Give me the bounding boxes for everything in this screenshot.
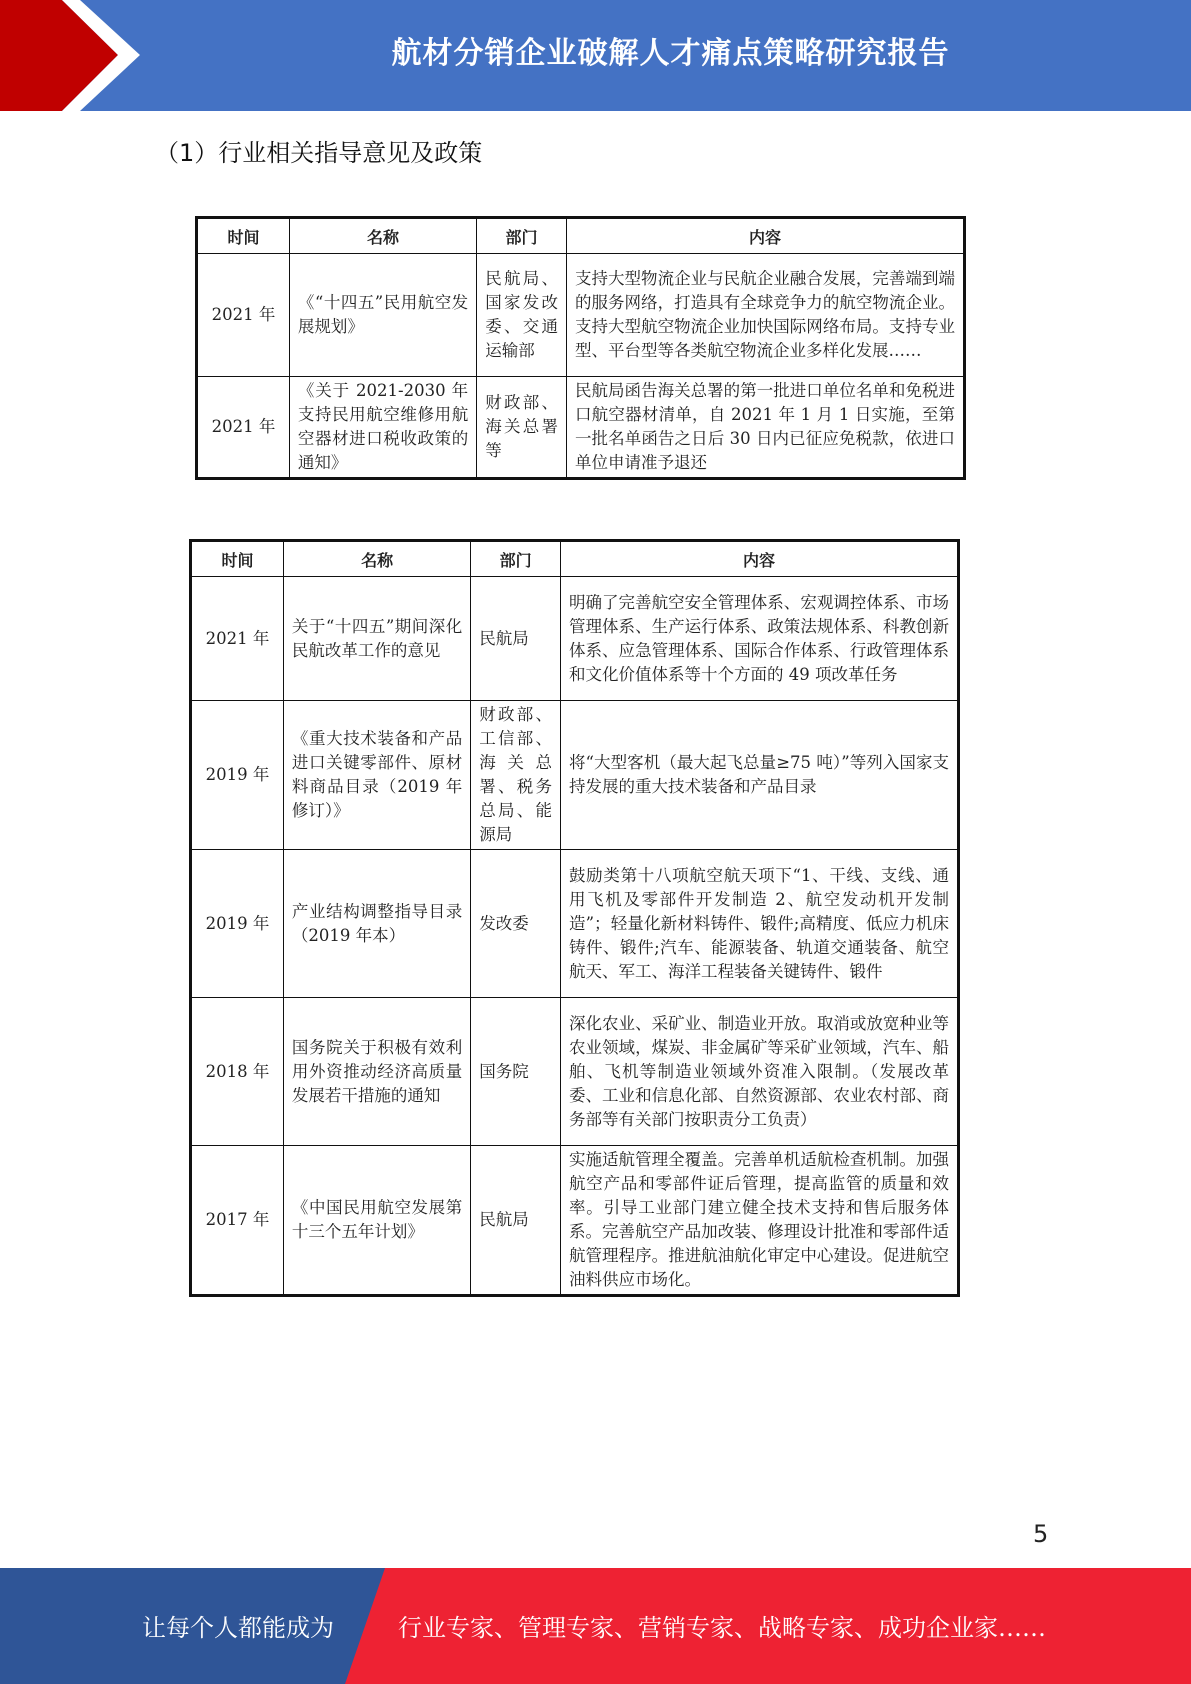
policy-table-1 xyxy=(195,216,966,480)
cell-year: 2021 年 xyxy=(197,254,290,377)
table-header-row xyxy=(197,218,965,254)
cell-dept: 财政部、海关总署等 xyxy=(477,377,567,479)
cell-content: 将“大型客机（最大起飞总量≥75 吨）”等列入国家支持发展的重大技术装备和产品目录 xyxy=(560,701,958,850)
header-arrow-decoration xyxy=(0,0,160,111)
cell-year: 2019 年 xyxy=(191,850,284,998)
column-header-dept: 部门 xyxy=(471,541,561,577)
column-header-time: 时间 xyxy=(197,218,290,254)
table-row xyxy=(197,377,965,479)
cell-content: 实施适航管理全覆盖。完善单机适航检查机制。加强航空产品和零部件证后管理，提高监管的质量和效率。引导工业部门建立健全技术支持和售后服务体系。完善航空产品加改装、修理设计批准和零部件适航管理程序。推进航油航化审定中心建设。促进航空油料供应市场化。 xyxy=(560,1146,958,1296)
column-header-name: 名称 xyxy=(283,541,470,577)
cell-dept: 民航局、国家发改委、交通运输部 xyxy=(477,254,567,377)
footer-slogan-left: 让每个人都能成为 xyxy=(142,1614,334,1642)
column-header-dept: 部门 xyxy=(477,218,567,254)
cell-year: 2017 年 xyxy=(191,1146,284,1296)
cell-content: 民航局函告海关总署的第一批进口单位名单和免税进口航空器材清单，自 2021 年 1 月 1 日实施，至第一批名单函告之日后 30 日内已征应免税款，依进口单位申请准予退还 xyxy=(566,377,964,479)
table-row xyxy=(191,1146,959,1296)
cell-name: 《重大技术装备和产品进口关键零部件、原材料商品目录（2019 年修订）》 xyxy=(283,701,470,850)
cell-dept: 国务院 xyxy=(471,998,561,1146)
page-number: 5 xyxy=(1033,1520,1049,1548)
table-header-row xyxy=(191,541,959,577)
column-header-name: 名称 xyxy=(289,218,476,254)
cell-name: 《“十四五”民用航空发展规划》 xyxy=(289,254,476,377)
cell-dept: 财政部、工信部、海关总署、税务总局、能源局 xyxy=(471,701,561,850)
column-header-content: 内容 xyxy=(560,541,958,577)
footer-slogan-right: 行业专家、管理专家、营销专家、战略专家、成功企业家…… xyxy=(398,1614,1046,1642)
column-header-time: 时间 xyxy=(191,541,284,577)
cell-dept: 发改委 xyxy=(471,850,561,998)
table-row xyxy=(191,577,959,701)
cell-dept: 民航局 xyxy=(471,1146,561,1296)
table-row xyxy=(191,850,959,998)
cell-content: 明确了完善航空安全管理体系、宏观调控体系、市场管理体系、生产运行体系、政策法规体系、科教创新体系、应急管理体系、国际合作体系、行政管理体系和文化价值体系等十个方面的 49 项改革任务 xyxy=(560,577,958,701)
cell-content: 深化农业、采矿业、制造业开放。取消或放宽种业等农业领域，煤炭、非金属矿等采矿业领域，汽车、船舶、飞机等制造业领域外资准入限制。（发展改革委、工业和信息化部、自然资源部、农业农村部、商务部等有关部门按职责分工负责） xyxy=(560,998,958,1146)
cell-year: 2021 年 xyxy=(191,577,284,701)
cell-name: 《中国民用航空发展第十三个五年计划》 xyxy=(283,1146,470,1296)
table-row xyxy=(197,254,965,377)
cell-name: 关于“十四五”期间深化民航改革工作的意见 xyxy=(283,577,470,701)
cell-year: 2018 年 xyxy=(191,998,284,1146)
cell-content: 鼓励类第十八项航空航天项下“1、干线、支线、通用飞机及零部件开发制造 2、航空发动机开发制造”；轻量化新材料铸件、锻件;高精度、低应力机床铸件、锻件;汽车、能源装备、轨道交通装备、航空航天、军工、海洋工程装备关键铸件、锻件 xyxy=(560,850,958,998)
cell-year: 2021 年 xyxy=(197,377,290,479)
cell-dept: 民航局 xyxy=(471,577,561,701)
column-header-content: 内容 xyxy=(566,218,964,254)
cell-name: 产业结构调整指导目录（2019 年本） xyxy=(283,850,470,998)
cell-year: 2019 年 xyxy=(191,701,284,850)
policy-table-2 xyxy=(189,539,960,1297)
table-row xyxy=(191,701,959,850)
cell-name: 国务院关于积极有效利用外资推动经济高质量发展若干措施的通知 xyxy=(283,998,470,1146)
cell-name: 《关于 2021-2030 年支持民用航空维修用航空器材进口税收政策的通知》 xyxy=(289,377,476,479)
section-heading: （1）行业相关指导意见及政策 xyxy=(155,139,483,167)
cell-content: 支持大型物流企业与民航企业融合发展，完善端到端的服务网络，打造具有全球竞争力的航空物流企业。支持大型航空物流企业加快国际网络布局。支持专业型、平台型等各类航空物流企业多样化发展…… xyxy=(566,254,964,377)
report-title: 航材分销企业破解人才痛点策略研究报告 xyxy=(391,36,950,71)
table-row xyxy=(191,998,959,1146)
